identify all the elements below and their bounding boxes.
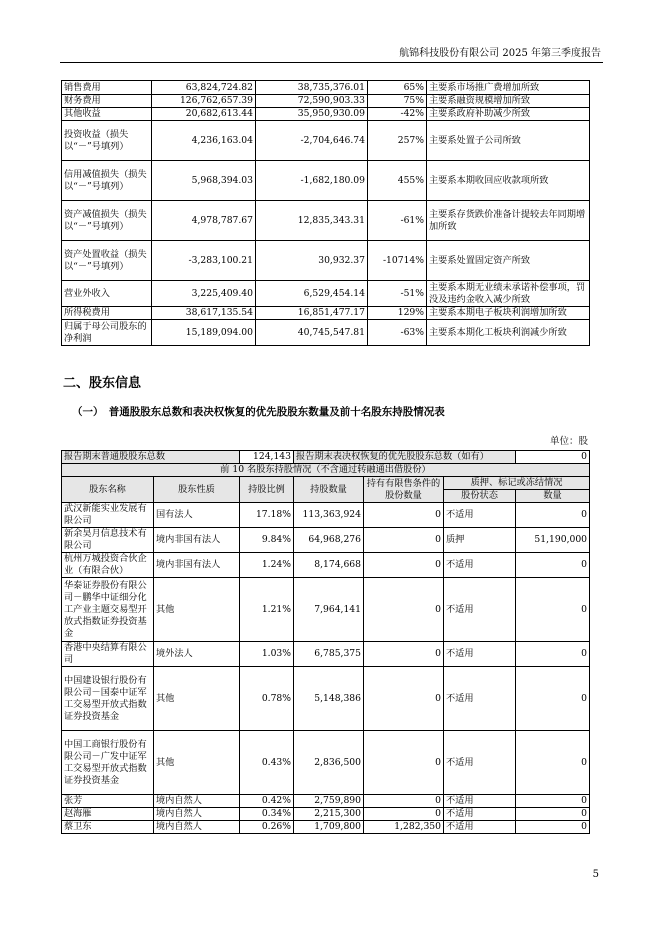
row-current-amount: 15,189,094.00 [152, 320, 256, 346]
row-previous-amount: 35,950,930.09 [256, 108, 368, 121]
shareholder-total-row [62, 451, 590, 464]
shareholder-restricted: 0 [364, 667, 444, 731]
shareholder-nature: 国有法人 [154, 503, 240, 528]
pledge-count: 0 [516, 578, 590, 642]
shareholder-restricted: 0 [364, 731, 444, 795]
shareholder-name: 武汉新能实业发展有限公司 [62, 503, 154, 528]
shareholder-ratio: 0.26% [240, 821, 294, 834]
shareholder-nature: 其他 [154, 731, 240, 795]
shareholder-nature: 境内非国有法人 [154, 528, 240, 553]
preferred-shareholders-label: 报告期末表决权恢复的优先股股东总数（如有） [294, 451, 516, 464]
shareholder-row [62, 731, 590, 795]
row-change-reason: 主要系融资规模增加所致 [427, 95, 590, 108]
shareholder-quantity: 64,968,276 [294, 528, 364, 553]
financial-changes-body [62, 81, 590, 346]
shareholder-name: 香港中央结算有限公司 [62, 642, 154, 667]
row-previous-amount: 12,835,343.31 [256, 201, 368, 241]
shareholders-table [61, 450, 590, 834]
row-current-amount: 5,968,394.03 [152, 161, 256, 201]
row-current-amount: 20,682,613.44 [152, 108, 256, 121]
row-item-label: 财务费用 [62, 95, 152, 108]
shareholder-ratio: 1.24% [240, 553, 294, 578]
pledge-status: 不适用 [444, 808, 516, 821]
financial-row [62, 201, 590, 241]
top10-title: 前 10 名股东持股情况（不含通过转融通出借股份） [62, 464, 590, 477]
row-current-amount: 3,225,409.40 [152, 281, 256, 307]
row-change-reason: 主要系存货跌价准备计提较去年同期增加所致 [427, 201, 590, 241]
row-item-label: 资产减值损失（损失以“－”号填列） [62, 201, 152, 241]
pledge-status: 不适用 [444, 795, 516, 808]
shareholder-restricted: 1,282,350 [364, 821, 444, 834]
shareholder-row [62, 808, 590, 821]
row-previous-amount: 38,735,376.01 [256, 81, 368, 95]
row-item-label: 归属于母公司股东的净利润 [62, 320, 152, 346]
shareholder-ratio: 9.84% [240, 528, 294, 553]
row-change-reason: 主要系政府补助减少所致 [427, 108, 590, 121]
row-previous-amount: 16,851,477.17 [256, 307, 368, 320]
shareholder-name: 新余昊月信息技术有限公司 [62, 528, 154, 553]
row-current-amount: 38,617,135.54 [152, 307, 256, 320]
row-change-percent: 129% [368, 307, 427, 320]
pledge-status: 不适用 [444, 667, 516, 731]
shareholder-quantity: 113,363,924 [294, 503, 364, 528]
shareholder-ratio: 0.78% [240, 667, 294, 731]
col-header-count: 数量 [516, 490, 590, 503]
shareholder-restricted: 0 [364, 528, 444, 553]
shareholder-ratio: 0.34% [240, 808, 294, 821]
shareholder-row [62, 578, 590, 642]
financial-row [62, 281, 590, 307]
section-subtitle: （一） 普通股股东总数和表决权恢复的优先股股东数量及前十名股东持股情况表 [72, 406, 445, 418]
financial-row [62, 241, 590, 281]
pledge-status: 不适用 [444, 553, 516, 578]
shareholder-name: 赵海雁 [62, 808, 154, 821]
pledge-status: 不适用 [444, 731, 516, 795]
pledge-count: 0 [516, 503, 590, 528]
row-change-percent: -63% [368, 320, 427, 346]
pledge-status: 质押 [444, 528, 516, 553]
pledge-count: 51,190,000 [516, 528, 590, 553]
shareholder-quantity: 2,759,890 [294, 795, 364, 808]
shareholder-row [62, 528, 590, 553]
financial-changes-table [61, 80, 590, 346]
shareholder-row [62, 795, 590, 808]
financial-row [62, 121, 590, 161]
col-header-quantity: 持股数量 [294, 477, 364, 503]
col-header-nature: 股东性质 [154, 477, 240, 503]
shareholder-ratio: 17.18% [240, 503, 294, 528]
shareholder-name: 杭州万城投资合伙企业（有限合伙） [62, 553, 154, 578]
header-divider [60, 62, 603, 63]
header-row-1 [62, 477, 590, 490]
financial-row [62, 81, 590, 95]
row-item-label: 所得税费用 [62, 307, 152, 320]
row-current-amount: 63,824,724.82 [152, 81, 256, 95]
shareholder-restricted: 0 [364, 578, 444, 642]
pledge-count: 0 [516, 731, 590, 795]
shareholder-row [62, 667, 590, 731]
row-change-reason: 主要系处置固定资产所致 [427, 241, 590, 281]
financial-row [62, 95, 590, 108]
financial-row [62, 161, 590, 201]
row-item-label: 投资收益（损失以“－”号填列） [62, 121, 152, 161]
row-change-reason: 主要系本期收回应收款项所致 [427, 161, 590, 201]
row-change-percent: -51% [368, 281, 427, 307]
shareholder-ratio: 1.03% [240, 642, 294, 667]
col-header-restricted: 持有有限售条件的股份数量 [364, 477, 444, 503]
top10-title-row [62, 464, 590, 477]
row-change-percent: 75% [368, 95, 427, 108]
shareholder-row [62, 821, 590, 834]
shareholder-quantity: 2,215,300 [294, 808, 364, 821]
shareholder-name: 中国建设银行股份有限公司－国泰中证军工交易型开放式指数证券投资基金 [62, 667, 154, 731]
row-item-label: 销售费用 [62, 81, 152, 95]
pledge-count: 0 [516, 667, 590, 731]
row-change-percent: 65% [368, 81, 427, 95]
row-change-reason: 主要系市场推广费增加所致 [427, 81, 590, 95]
page-number: 5 [592, 869, 599, 880]
col-header-pledge: 质押、标记或冻结情况 [444, 477, 590, 490]
shareholder-quantity: 6,785,375 [294, 642, 364, 667]
shareholder-quantity: 8,174,668 [294, 553, 364, 578]
shareholder-nature: 境内自然人 [154, 795, 240, 808]
shareholder-quantity: 2,836,500 [294, 731, 364, 795]
shareholder-nature: 其他 [154, 667, 240, 731]
financial-row [62, 320, 590, 346]
row-previous-amount: 30,932.37 [256, 241, 368, 281]
row-item-label: 信用减值损失（损失以“－”号填列） [62, 161, 152, 201]
row-previous-amount: -2,704,646.74 [256, 121, 368, 161]
row-change-percent: -61% [368, 201, 427, 241]
pledge-count: 0 [516, 808, 590, 821]
col-header-ratio: 持股比例 [240, 477, 294, 503]
financial-row [62, 307, 590, 320]
row-change-reason: 主要系处置子公司所致 [427, 121, 590, 161]
row-previous-amount: 72,590,903.33 [256, 95, 368, 108]
total-shareholders-value: 124,143 [240, 451, 294, 464]
pledge-status: 不适用 [444, 821, 516, 834]
shareholder-nature: 境内自然人 [154, 808, 240, 821]
shareholder-restricted: 0 [364, 795, 444, 808]
shareholder-row [62, 503, 590, 528]
row-change-reason: 主要系本期无业绩未承诺补偿事项，罚没及违约金收入减少所致 [427, 281, 590, 307]
preferred-shareholders-value: 0 [516, 451, 590, 464]
shareholder-restricted: 0 [364, 642, 444, 667]
row-change-reason: 主要系本期电子板块利润增加所致 [427, 307, 590, 320]
col-header-status: 股份状态 [444, 490, 516, 503]
row-change-percent: 257% [368, 121, 427, 161]
pledge-status: 不适用 [444, 642, 516, 667]
shareholder-nature: 境内非国有法人 [154, 553, 240, 578]
row-current-amount: 4,978,787.67 [152, 201, 256, 241]
section-title: 二、股东信息 [63, 376, 142, 391]
shareholder-name: 张芳 [62, 795, 154, 808]
row-item-label: 资产处置收益（损失以“－”号填列） [62, 241, 152, 281]
row-previous-amount: 6,529,454.14 [256, 281, 368, 307]
total-shareholders-label: 报告期末普通股股东总数 [62, 451, 240, 464]
pledge-count: 0 [516, 553, 590, 578]
row-current-amount: -3,283,100.21 [152, 241, 256, 281]
row-current-amount: 126,762,657.39 [152, 95, 256, 108]
financial-row [62, 108, 590, 121]
pledge-status: 不适用 [444, 503, 516, 528]
shareholder-row [62, 642, 590, 667]
shareholder-quantity: 5,148,386 [294, 667, 364, 731]
row-previous-amount: -1,682,180.09 [256, 161, 368, 201]
shareholder-name: 华泰证券股份有限公司－鹏华中证细分化工产业主题交易型开放式指数证券投资基金 [62, 578, 154, 642]
shareholder-restricted: 0 [364, 503, 444, 528]
row-item-label: 其他收益 [62, 108, 152, 121]
shareholder-nature: 境内自然人 [154, 821, 240, 834]
row-change-percent: -10714% [368, 241, 427, 281]
pledge-count: 0 [516, 642, 590, 667]
row-previous-amount: 40,745,547.81 [256, 320, 368, 346]
pledge-status: 不适用 [444, 578, 516, 642]
row-change-percent: 455% [368, 161, 427, 201]
shareholder-restricted: 0 [364, 808, 444, 821]
row-change-reason: 主要系本期化工板块利润减少所致 [427, 320, 590, 346]
report-header-title: 航锦科技股份有限公司 2025 年第三季度报告 [399, 48, 601, 59]
shareholder-name: 中国工商银行股份有限公司－广发中证军工交易型开放式指数证券投资基金 [62, 731, 154, 795]
row-item-label: 营业外收入 [62, 281, 152, 307]
shareholder-restricted: 0 [364, 553, 444, 578]
shareholder-quantity: 7,964,141 [294, 578, 364, 642]
shareholder-row [62, 553, 590, 578]
shareholder-name: 蔡卫东 [62, 821, 154, 834]
col-header-name: 股东名称 [62, 477, 154, 503]
row-current-amount: 4,236,163.04 [152, 121, 256, 161]
shareholders-body [62, 503, 590, 834]
unit-label: 单位：股 [549, 436, 588, 447]
shareholder-nature: 境外法人 [154, 642, 240, 667]
pledge-count: 0 [516, 795, 590, 808]
pledge-count: 0 [516, 821, 590, 834]
shareholder-ratio: 0.42% [240, 795, 294, 808]
shareholder-ratio: 1.21% [240, 578, 294, 642]
shareholder-ratio: 0.43% [240, 731, 294, 795]
row-change-percent: -42% [368, 108, 427, 121]
shareholder-nature: 其他 [154, 578, 240, 642]
shareholder-quantity: 1,709,800 [294, 821, 364, 834]
